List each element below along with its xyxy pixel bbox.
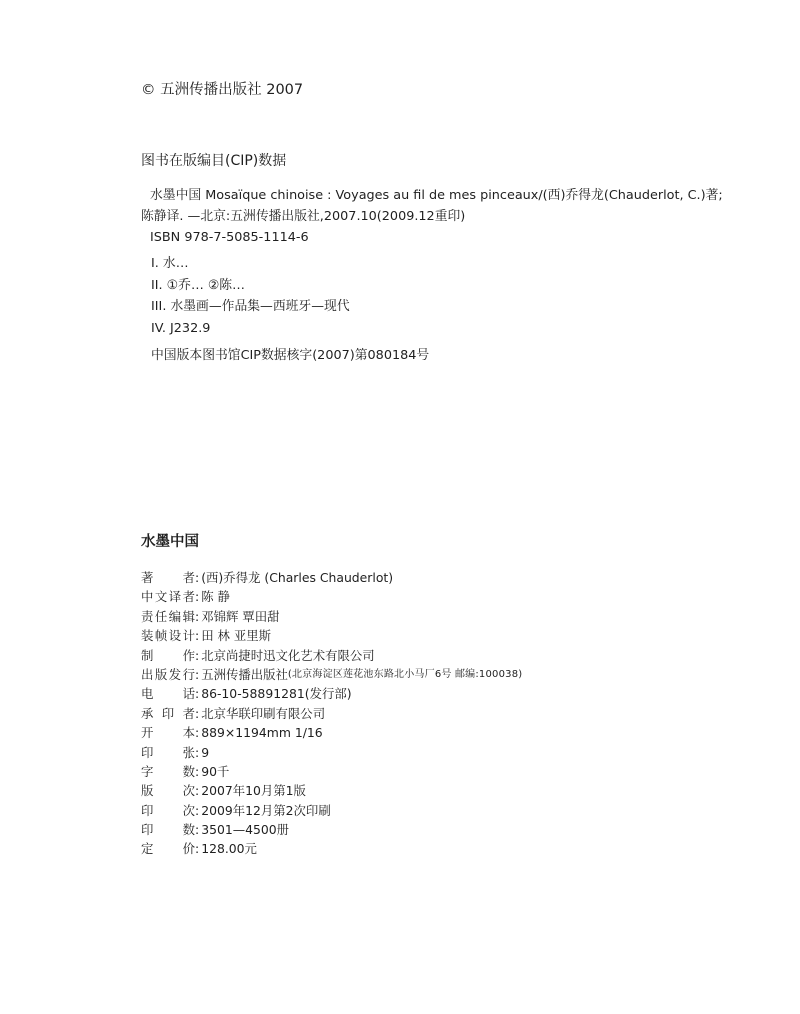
detail-label-char: 者: [182, 570, 195, 585]
cip-record-number: 中国版本图书馆CIP数据核字(2007)第080184号: [151, 348, 430, 363]
detail-label-char: 电: [141, 686, 154, 702]
detail-label-char: 计: [182, 628, 195, 644]
detail-value: 2009年12月第2次印刷: [201, 802, 331, 818]
detail-value: 邓锦辉 覃田甜: [201, 608, 280, 624]
copyright-line: © 五洲传播出版社 2007: [141, 82, 304, 98]
detail-colon: :: [195, 705, 200, 721]
detail-label-char: 字: [141, 763, 154, 779]
detail-row: [141, 723, 522, 742]
detail-value: 90千: [201, 763, 230, 779]
detail-colon: :: [195, 628, 200, 644]
publication-details: [141, 568, 522, 859]
detail-label: [141, 762, 195, 781]
detail-label-char: 任: [154, 608, 168, 624]
detail-row: [141, 762, 522, 781]
detail-label-char: 本: [182, 725, 195, 741]
detail-label: [141, 839, 195, 858]
detail-value: 北京尚捷时迅文化艺术有限公司: [201, 647, 375, 663]
detail-colon: :: [195, 802, 200, 818]
detail-label-char: 中: [141, 589, 154, 605]
cip-record: [141, 185, 741, 248]
detail-label-char: 承: [141, 705, 154, 721]
detail-row: [141, 626, 522, 645]
detail-row: [141, 607, 522, 626]
detail-label: [141, 781, 195, 800]
detail-label-char: 作: [182, 647, 195, 663]
detail-label: [141, 587, 195, 606]
detail-value: (西)乔得龙 (Charles Chauderlot): [201, 570, 394, 585]
detail-colon: :: [195, 744, 200, 760]
detail-label-char: 次: [182, 802, 195, 818]
detail-label-char: 者: [182, 705, 195, 721]
detail-colon: :: [195, 589, 200, 605]
detail-label-char: 数: [182, 763, 195, 779]
detail-label-char: 行: [182, 666, 195, 682]
detail-label-char: 译: [168, 589, 182, 605]
detail-row: [141, 665, 522, 684]
detail-label-char: 责: [141, 608, 154, 624]
detail-label-char: 帧: [154, 628, 168, 644]
detail-label-char: 装: [141, 628, 154, 644]
classification-item: I. 水…: [151, 256, 189, 271]
detail-row: [141, 704, 522, 723]
detail-label-char: 印: [141, 744, 154, 760]
detail-label-char: 出: [141, 666, 154, 682]
detail-label: [141, 704, 195, 723]
detail-label-char: 次: [182, 783, 195, 799]
cip-title-line: 水墨中国 Mosaïque chinoise : Voyages au fil de mes pinceaux/(西)乔得龙(Chauderlot, C.)著;: [150, 188, 723, 203]
detail-label-char: 价: [182, 841, 195, 857]
detail-label-char: 者: [182, 589, 195, 605]
detail-label-char: 编: [168, 608, 182, 624]
detail-row: [141, 646, 522, 665]
classification-item: II. ①乔… ②陈…: [151, 277, 245, 293]
cip-isbn-line: ISBN 978-7-5085-1114-6: [150, 230, 309, 245]
detail-label-char: 发: [168, 666, 182, 682]
cip-classification: [151, 253, 350, 339]
detail-label-char: 辑: [182, 608, 195, 624]
detail-label: [141, 626, 195, 645]
detail-row: [141, 743, 522, 762]
detail-label-char: 定: [141, 841, 154, 857]
detail-label: [141, 607, 195, 626]
detail-label: [141, 684, 195, 703]
detail-value: 2007年10月第1版: [201, 783, 306, 799]
detail-colon: :: [195, 783, 200, 799]
detail-label-char: 版: [154, 666, 168, 682]
detail-colon: :: [195, 570, 200, 585]
detail-value: 陈 静: [201, 589, 230, 605]
detail-label: [141, 743, 195, 762]
detail-value: 86-10-58891281(发行部): [201, 686, 352, 702]
detail-label-char: 张: [182, 744, 195, 760]
detail-label-char: 印: [141, 802, 154, 818]
detail-value: 五洲传播出版社: [201, 666, 288, 682]
detail-colon: :: [195, 763, 200, 779]
detail-colon: :: [195, 666, 200, 682]
detail-label: [141, 665, 195, 684]
book-title: 水墨中国: [141, 534, 199, 550]
detail-label-char: 文: [154, 589, 168, 605]
detail-value: 128.00元: [201, 841, 257, 857]
cip-heading: 图书在版编目(CIP)数据: [141, 153, 287, 169]
classification-item: III. 水墨画—作品集—西班牙—现代: [151, 299, 350, 314]
detail-row: [141, 684, 522, 703]
detail-label: [141, 801, 195, 820]
detail-row: [141, 839, 522, 858]
detail-label-char: 印: [161, 705, 175, 721]
detail-label: [141, 646, 195, 665]
detail-label-char: 版: [141, 783, 154, 799]
detail-colon: :: [195, 647, 200, 663]
detail-row: [141, 820, 522, 839]
detail-label-char: 数: [182, 822, 195, 838]
detail-colon: :: [195, 725, 200, 741]
detail-label-char: 制: [141, 647, 154, 663]
detail-label-char: 设: [168, 628, 182, 644]
detail-label-char: 话: [182, 686, 195, 702]
detail-label: [141, 723, 195, 742]
detail-row: [141, 801, 522, 820]
detail-label: [141, 568, 195, 587]
detail-row: [141, 587, 522, 606]
classification-item: IV. J232.9: [151, 320, 211, 336]
detail-row: [141, 568, 522, 587]
cip-publisher-line: 陈静译. —北京:五洲传播出版社,2007.10(2009.12重印): [141, 209, 466, 224]
detail-colon: :: [195, 841, 200, 857]
detail-label-char: 著: [141, 570, 154, 585]
detail-colon: :: [195, 608, 200, 624]
detail-label: [141, 820, 195, 839]
detail-colon: :: [195, 686, 200, 702]
detail-value: 田 林 亚里斯: [201, 628, 272, 644]
detail-value: 3501—4500册: [201, 822, 290, 838]
detail-value: 9: [201, 744, 210, 760]
detail-colon: :: [195, 822, 200, 838]
detail-label-char: 印: [141, 822, 154, 838]
detail-row: [141, 781, 522, 800]
detail-value: 889×1194mm 1/16: [201, 725, 323, 741]
detail-label-char: 开: [141, 725, 154, 741]
detail-address-note: (北京海淀区莲花池东路北小马厂6号 邮编:100038): [287, 668, 523, 680]
detail-value: 北京华联印刷有限公司: [201, 705, 326, 721]
